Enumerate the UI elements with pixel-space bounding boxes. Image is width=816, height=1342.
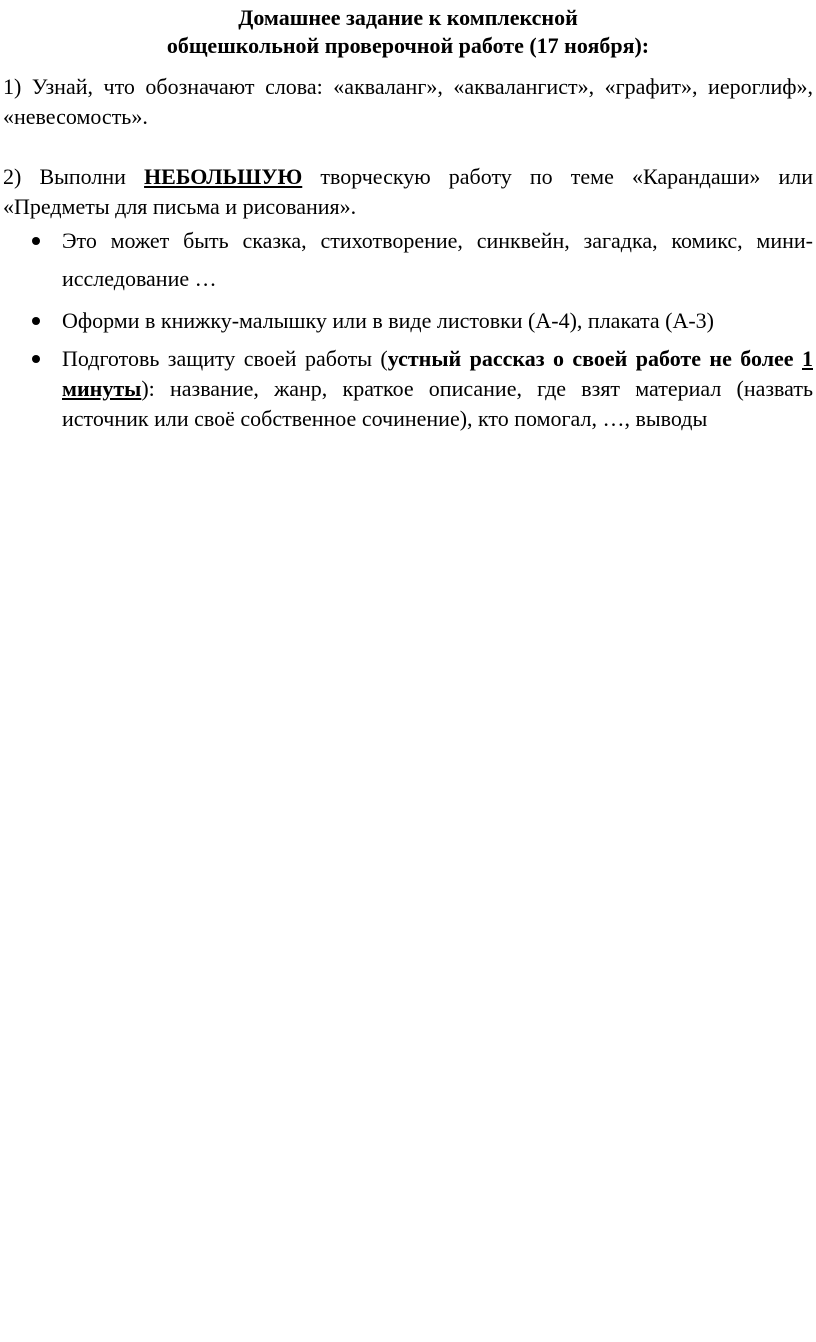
bullet-dot-icon (32, 237, 40, 245)
bullet-text: Оформи в книжку-малышку или в виде листовки (А-4), плаката (А-3) (62, 308, 715, 333)
bullet-text (62, 346, 813, 431)
bullet-text: Это может быть сказка, стихотворение, синквейн, загадка, комикс, мини-исследование … (62, 228, 813, 291)
title-line-2: общешкольной проверочной работе (17 ноября): (166, 33, 650, 58)
list-item (3, 306, 813, 336)
bullet-dot-icon (32, 355, 40, 363)
bullet-3-prefix: Подготовь защиту своей работы ( (62, 346, 388, 371)
task-2-bullet-list (3, 222, 813, 434)
bullet-3-bold: устный рассказ о своей работе не более (387, 346, 802, 371)
task-1-paragraph: 1) Узнай, что обозначают слова: «акваланг», «аквалангист», «графит», иероглиф», «невесомость». (3, 74, 813, 129)
task-2-prefix: 2) Выполни (3, 164, 145, 189)
task-2-suffix: творческую работу по теме «Карандаши» или «Предметы для письма и рисования». (3, 164, 813, 219)
title-line-1: Домашнее задание к комплексной (238, 5, 578, 30)
list-item (3, 222, 813, 298)
bullet-3-bold-underlined: 1 минуты (62, 346, 813, 401)
task-2-paragraph (3, 162, 813, 222)
bullet-dot-icon (32, 317, 40, 325)
list-item (3, 344, 813, 434)
bullet-3-suffix: ): название, жанр, краткое описание, где взят материал (назвать источник или своё собственное сочинение), кто помогал, …, выводы (62, 376, 813, 431)
task-2-emphasis: НЕБОЛЬШУЮ (144, 164, 303, 189)
document-title (3, 4, 813, 60)
